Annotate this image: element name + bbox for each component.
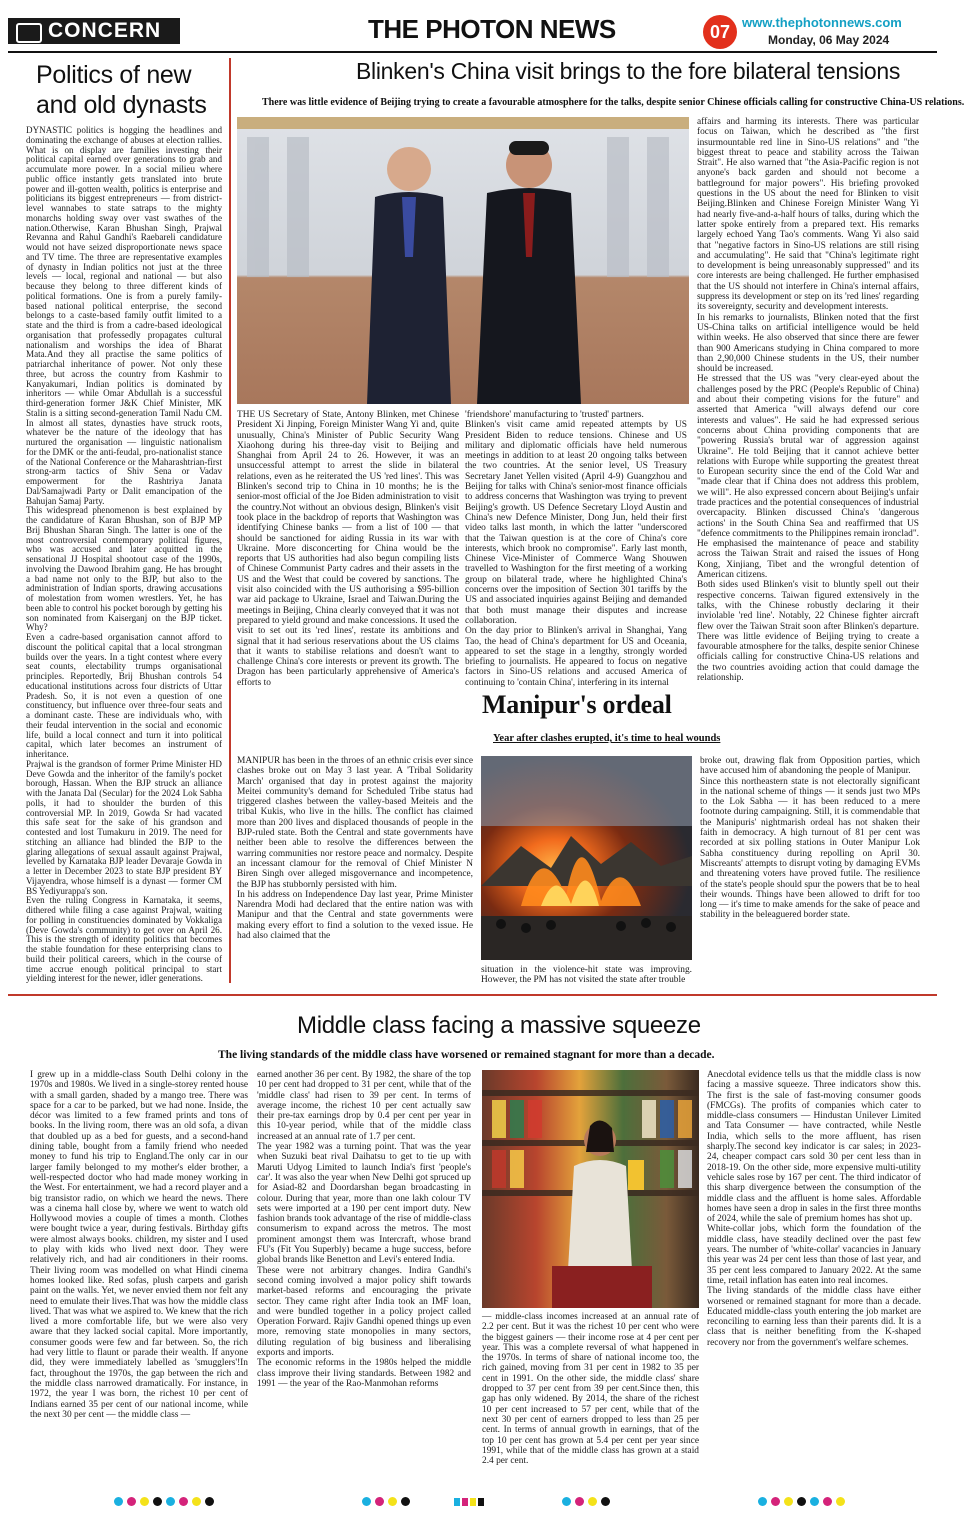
middle-class-paragraph: These were not arbitrary changes. Indira Gandhi's second coming involved a major policy shift towards market-based reforms and encouraging the private sector. They came right after India took an IMF loan, and were bundled together in a policy project called Operation Forward. Rajiv Gandhi opened things up even more, removing state monopolies in many sectors, diluting regulation of big business and liberalising exports and imports.: [257, 1265, 471, 1359]
blinken-paragraph: On the day prior to Blinken's arrival in Shanghai, Yang Tao, the head of China's department for US and Oceania, appeared to set the stage in a lengthy, strongly worded briefing to journalists. He appeared to focus on negative factors in Sino-US relations and accused America of continuing to 'contain China', interfering in its internal: [465, 626, 687, 688]
manipur-headline: Manipur's ordeal: [482, 690, 672, 719]
grocery-shopper-photo: [482, 1070, 699, 1308]
blinken-paragraph: 'friendshore' manufacturing to 'trusted' partners.: [465, 410, 644, 420]
blinken-deck: There was little evidence of Beijing trying to create a favourable atmosphere for the talks, despite senior Chinese officials calling for constructive China-US relations.: [262, 97, 964, 108]
person-right-icon: [477, 141, 581, 404]
manipur-paragraph: In his address on Independence Day last year, Prime Minister Narendra Modi had declared that the entire nation was with Manipur and that the Central and state governments were making every effort to find a solution to the vexed issue. He had also claimed that the: [237, 889, 473, 942]
middle-class-paragraph: The year 1982 was a turning point. That was the year when Suzuki beat rival Daihatsu to get to tie up with Maruti Udyog Limited to launch India's first 'people's car'. It was also the year when New Delhi got spruced up for Asiad-82 and Doordarshan began broadcasting in colour. During that year, more than one lakh colour TV sets were imported at a 190 per cent import duty. New fashion brands took advantage of the rise of middle-class consumerism to expand across the metros. The most prominent amongst them was Intercraft, whose brand FU's (Fit You Superbly) became a huge success, before global brands like Benetton and Levi's entered India.: [257, 1142, 471, 1266]
middle-class-paragraph: I grew up in a middle-class South Delhi colony in the 1970s and 1980s. We lived in a single-storey rented house with a small garden, shaded by a mango tree. There was space for a car to be parked, but we had none. Inside, the décor was limited to a few framed prints and tons of books. In the living room, there was an old sofa, a divan that doubled up as a bed for guests, and a second-hand dining table, bought from a family friend who needed money to fund his trip to England.The only car in our larger family belonged to my mother's elder brother, a well-respected doctor who had made money working in the West. For entertainment, we had a record player and a big transistor radio, on which we heard the news. There was a cinema hall close by, where we went to watch old Hollywood movies a couple of times a month. Clothes were bought twice a year, during festivals. Birthday gifts were almost always books. children, my sister and I used to play with kids who lived next door. They were relatively rich, and had air conditioners in their rooms. Their living room was modelled on what Hindi cinema homes looked like. Red sofas, plush carpets and garish paint on the walls. Yet, we never envied them nor felt any need to emulate their lives.That was how the middle class lived. That was what we aspired to. We knew that the rich lived a more comfortable life, but we were also very aware that they lacked social capital. More importantly, consumer goods were few and far between. So, the rich had very little to flaunt or parade their wealth. If anyone did, they were immediately labelled as 'smugglers'!In fact, throughout the 1970s, the gap between the rich and the middle class narrowed dramatically. For instance, in 1972, the year I was born, the richest 10 per cent of Indians earned 35 per cent of our national income, while the next 30 per cent — the middle class —: [30, 1070, 248, 1420]
middle-class-paragraph: The economic reforms in the 1980s helped the middle class improve their living standards. Between 1982 and 1991 — the year of the Rao-Manmohan reforms: [257, 1358, 471, 1389]
publication-date: Monday, 06 May 2024: [768, 33, 890, 47]
middle-class-paragraph: White-collar jobs, which form the foundation of the middle class, have steadily declined over the past few years. The number of 'white-collar' vacancies in January this year was 24 per cent less than those of last year, and 35 per cent less compared to January 2022. At the same time, retail inflation has eaten into real incomes.: [707, 1224, 921, 1286]
color-bar: [478, 1498, 484, 1506]
dynasts-paragraph: DYNASTIC politics is hogging the headlines and dominating the exchange of abuses at election rallies. What is on display are families investing their political capital earned over generations to grab and accumulate more power. In a social milieu where public office instantly gets translated into brute power and ill-gotten wealth, politics is enterprise and politicians its biggest entrepreneurs — from district-level wannabes to state satraps to the mighty monarchs holding sway over vast swathes of the nation.Otherwise, Karan Bhushan Singh, Prajwal Revanna and Rahul Gandhi's Raebareli candidature would not have seized disproportionate news space and TV time. The three are representative examples of dynasty in Indian politics not just at the three levels — local, regional and national — but also because they belong to three different kinds of political formations. One is from a purely family-based national political enterprise, the second belongs to a caste-based family outfit limited to a state and the third is from a cadre-based ideological organisation that professedly propagates cultural nationalism and worships the idea of Bharat Mata.And they all practise the same politics of patriarchal inheritance of power. Not only these three, but across the country from Kashmir to Kanyakumari, Indian politics is dominated by inheritors — while Omar Abdullah is a successful third-generation former J&K Chief Minister, MK Stalin is a sitting second-generation Tamil Nadu CM. In almost all states, dynasties have struck roots, whatever be the nature of the ideology that has nurtured the organisation — linguistic nationalism for the DMK or the anti-feudal, pro-nationalist stance of the National Conference or the Maharashtrian-first strong-arm tactics of Shiv Sena or Vadav empowerment for the Rashtriya Janata Dal/Samajwadi Party or Dalit emancipation of the Bahujan Samaj Party.: [26, 125, 222, 506]
registration-marks-center-right: [562, 1497, 610, 1507]
blinken-paragraph: He stressed that the US was "very clear-eyed about the challenges posed by the PRC (People's Republic of China) and about their competing visions for the future" and asserted that America "will always defend our core interests and values". He said he had expressed serious concerns about China providing components that are "powering Russia's brutal war of aggression against Ukraine". He told Beijing that it cannot achieve better relations with Europe while supporting the greatest threat to European security since the end of the Cold War and "made clear that if China does not address this problem, we will". He also expressed concern about Beijing's unfair trade practices and the potential consequences of industrial overcapacity. Blinken discussed China's 'dangerous actions' in the South China Sea and reaffirmed that US "defence commitments to the Philippines remain ironclad". He emphasised the maintenance of peace and stability across the Taiwan Strait and raised the issues of Hong Kong, Xinjiang, Tibet and the wrongful detention of American citizens.: [697, 374, 919, 581]
blinken-paragraph: THE US Secretary of State, Antony Blinken, met Chinese President Xi Jinping, Foreign Minister Wang Yi and, quite unusually, China's Minister of Public Security Wang Xiaohong during his three-day visit to Beijing and Shanghai from April 24 to 26. However, it was an unsuccessful attempt to arrest the slide in bilateral relations, even as he reiterated the US 'red lines'. This was Blinken's second trip to China in 10 months; he is the senior-most official of the Joe Biden administration to visit the country.Not without an obvious design, Blinken's visit took place in the backdrop of reports that Washington was identifying Chinese banks — from a list of 100 — that should be sanctioned for aiding Russia in its war with Ukraine. More disconcerting for China would be the reports that US authorities had also begun compiling lists of Chinese Communist Party cadres and their assets in the US and the West that could be covered by sanctions. The visit also coincided with the US authorising a $95-billion war aid package to Ukraine, Israel and Taiwan.During the meetings in Beijing, China clearly conveyed that it was not prepared to yield ground and make concessions. It used the visit to set out its 'red lines', restate its ambitions and signal that it had serious reservations about the US claims that it wants to stabilise relations and doesn't want to challenge China's core interests or prevent its growth. The Dragon has been particularly apprehensive of America's efforts to: [237, 410, 459, 688]
dynasts-paragraph: Prajwal is the grandson of former Prime Minister HD Deve Gowda and the inheritor of the family's pocket borough, Hassan. When the BJP struck an alliance with the Janata Dal (Secular) for the 2024 Lok Sabha polls, it had to shoulder the burden of this controversial MP. In 2019, Gowda Sr had vacated this safe seat for the sake of his grandson and contested and lost Tumakuru in 2019. The need for stitching an alliance had blinded the BJP to the glaring allegations of sexual assault against Prajwal, levelled by Karnataka BJP leader Devaraje Gowda in a letter in December 2023 to state BJP president BY Vijayendra, whose himself is a dynast — former CM BS Yediyurappa's son.: [26, 758, 222, 896]
paper-logo: THE PHOTON NEWS: [368, 14, 616, 44]
blinken-column-a: [237, 410, 459, 688]
manipur-column-c: [700, 756, 920, 984]
registration-marks-left: [114, 1497, 214, 1507]
blinken-column-b: [465, 410, 687, 688]
middle-class-column-a: [30, 1070, 248, 1480]
section-tag: [8, 18, 180, 44]
registration-marks-right: [758, 1497, 845, 1507]
middle-class-headline: Middle class facing a massive squeeze: [297, 1012, 701, 1039]
page-number-badge: 07: [703, 15, 737, 49]
dynasts-paragraph: This widespread phenomenon is best explained by the candidature of Karan Bhushan, son of BJP MP Brij Bhushan Sharan Singh. The latter is one of the most controversial contemporary political figures, who was accused and later acquitted in the sensational JJ Hospital shootout case of the 1990s, involving the Dawood Ibrahim gang. He has brought a bad name not only to the BJP, but also to the administration of Indian sports, drawing accusations of molestation from women wrestlers. Yet, he has been able to control his pocket borough by getting his son nominated from Kaiserganj on the BJP ticket. Why?: [26, 505, 222, 633]
blinken-paragraph: Both sides used Blinken's visit to bluntly spell out their respective concerns. Taiwan figured extensively in the talks, with the Chinese robustly declaring it their inviolable 'red line'. Notably, 22 Chinese fighter aircraft flew over the Taiwan Strait soon after Blinken's departure. There was little evidence of Beijing trying to create a favourable atmosphere for the talks, despite senior Chinese officials calling for constructive China-US relations and the two countries avoiding action that could damage the relationship.: [697, 580, 919, 684]
blinken-column-c: [697, 117, 919, 682]
dynasts-body: [26, 126, 222, 984]
manipur-deck: Year after clashes erupted, it's time to heal wounds: [493, 733, 721, 744]
dynasts-paragraph: Even the ruling Congress in Karnataka, it seems, dithered while filing a case against Prajwal, waiting for polling in constituencies dominated by Vokkaliga (Deve Gowda's community) to get over on April 26. This is the strength of identity politics that becomes the stable foundation for these enterprising clans to build their political careers, which in the course of time accrue enough political principal to start yielding interest for the newer, idler generations.: [26, 895, 222, 984]
blinken-paragraph: Blinken's visit came amid repeated attempts by US President Biden to reduce tensions. Chinese and US military and diplomatic officials have held numerous meetings in addition to at least 20 ongoing talks between the two countries. At the senior level, US Treasury Secretary Janet Yellen visited (April 4-9) Guangzhou and Beijing for talks with China's senior-most finance officials to address concerns that Washington was trying to prevent Beijing's growth. US Defence Secretary Lloyd Austin and China's new Defence Minister, Dong Jun, held their first video talks last month, in which the latter "underscored that the Taiwan question is at the core of China's core interests, which brook no compromise". Early last month, Chinese Vice-Minister of Commerce Wang Shouwen travelled to Washington for the first meeting of a working group on bilateral trade, where he highlighted China's concerns over the imposition of Section 301 tariffs by the US and associated inquiries against Beijing and demanded that both must manage their disputes and increase collaboration.: [465, 420, 687, 626]
person-left-icon: [367, 147, 451, 404]
manipur-column-a: [237, 756, 473, 976]
manipur-column-b: situation in the violence-hit state was improving. However, the PM has not visited the state after trouble: [481, 965, 692, 986]
color-bar: [470, 1498, 476, 1506]
middle-class-paragraph: Anecdotal evidence tells us that the middle class is now facing a massive squeeze. Three indicators show this. The first is the sale of fast-moving consumer goods (FMCGs). The profits of companies which cater to middle-class consumers — Hindustan Unilever Limited and Tata Consumer — have contracted, while Nestle India, which sells to the more affluent, has risen sharply.The second key indicator is car sales; in 2023-24, cheaper compact cars sold 30 per cent less than in 2018-19. On the other side, more expensive multi-utility vehicle sales rose by 167 per cent. The third indicator of this sharp divergence between the consumption of the middle class and the affluent is home sales. Affordable homes have seen a drop in sales in the first three months of 2024, while the sale of premium homes has shot up.: [707, 1070, 921, 1225]
color-bar: [454, 1498, 460, 1506]
meeting-illustration: [237, 117, 689, 404]
dynasts-headline-line1: Politics of new: [36, 61, 192, 89]
fire-illustration: [481, 756, 692, 960]
blinken-xi-photo: [237, 117, 689, 404]
registration-marks-center: [362, 1497, 410, 1507]
middle-class-column-b: [257, 1070, 471, 1480]
shop-illustration: [482, 1070, 699, 1308]
middle-class-column-mid: — middle-class incomes increased at an annual rate of 2.2 per cent. But it was the richest 10 per cent who were the biggest gainers — their income rose at 4 per cent per year. This was a complete reversal of what happened in the 1970s. In terms of share of national income too, the rich gained, moving from 31 per cent in 1982 to 35 per cent in 1991. On the other side, the middle class' share dropped to 37 per cent from 39 per cent.Since then, this gap has only widened. By 2014, the share of the richest 10 per cent increased to 57 per cent, while that of the next 30 per cent of earners dropped to less than 25 per cent. In terms of annual growth in earnings, that of the top 10 per cent has grown at 5.4 per cent per year since 1991, while that of the middle class has grown at a staid 2.4 per cent.: [482, 1312, 699, 1467]
color-bar: [462, 1498, 468, 1506]
website-link[interactable]: www.thephotonnews.com: [742, 15, 902, 30]
blinken-paragraph: affairs and harming its interests. There was particular focus on Taiwan, which he described as "the first insurmountable red line in Sino-US relations" and "the biggest threat to peace and stability across the Taiwan Strait". He also warned that "the Asia-Pacific region is not anyone's back garden and should not become a battleground for major powers". His briefing provoked questions in the US about the need for Blinken to visit Beijing.Blinken and Chinese Foreign Minister Wang Yi had nearly five-and-a-half hours of talks, during which the latter spoke entirely from a prepared text. His remarks largely echoed Yang Tao's comments. Wang Yi also said that "negative factors in Sino-US relations are still rising and accumulating". He said that "China's legitimate right to development is being unreasonably suppressed" and its core interests are being challenged. He further emphasised that the US should not interfere in China's internal affairs, suppress its development or step on its 'red lines' regarding its sovereignty, security and development interests.: [697, 117, 919, 313]
middle-class-deck: The living standards of the middle class have worsened or remained stagnant for more than a decade.: [218, 1049, 715, 1061]
middle-class-column-c: [707, 1070, 921, 1480]
section-label: CONCERN: [48, 19, 162, 42]
blinken-headline: Blinken's China visit brings to the fore bilateral tensions: [356, 58, 901, 84]
manipur-fire-photo: [481, 756, 692, 960]
manipur-paragraph: broke out, drawing flak from Opposition parties, which have accused him of abandoning the people of Manipur.: [700, 756, 920, 777]
middle-class-paragraph: earned another 36 per cent. By 1982, the share of the top 10 per cent had dropped to 31 per cent, while that of the 'middle class' had risen to 39 per cent. In terms of average income, the richest 10 per cent actually saw their pre-tax earnings drop by 0.4 per cent per year in this 10-year period, while that of the middle class increased at an annual rate of 1.7 per cent.: [257, 1070, 471, 1142]
blinken-paragraph: In his remarks to journalists, Blinken noted that the first US-China talks on artificial intelligence would be held within weeks. He also observed that since there are fewer than 900 Americans studying in China compared to more than 2,90,000 Chinese students in the US, their number should be increased.: [697, 312, 919, 375]
manipur-paragraph: MANIPUR has been in the throes of an ethnic crisis ever since clashes broke out on May 3 last year. A 'Tribal Solidarity March' organised that day in protest against the majority Meitei community's demand for Scheduled Tribe status had triggered clashes between the valley-based Meiteis and the tribal Kukis, who live in the hills. The conflict has claimed more than 200 lives and displaced thousands of people in the BJP-ruled state. Both the Central and state governments have neither been able to resolve the differences between the warring communities nor restore peace and normalcy. Despite an incessant clamour for the removal of Chief Minister N Biren Singh over alleged misgovernance and incompetence, the BJP has stubbornly persisted with him.: [237, 756, 473, 890]
middle-class-paragraph: The living standards of the middle class have either worsened or remained stagnant for more than a decade. Educated middle-class youth entering the job market are reconciling to earning less than their parents did. It is a class that is neither benefiting from the K-shaped recovery nor from the government's welfare schemes.: [707, 1286, 921, 1348]
section-divider: [8, 994, 937, 996]
manipur-paragraph: Since this northeastern state is not electorally significant in the national scheme of things — it sends just two MPs to the Lok Sabha — it has been reduced to a mere footnote during campaigning. Still, it is commendable that the Manipuris' nightmarish ordeal has not shaken their faith in democracy. A high turnout of 81 per cent was recorded at six polling stations in Outer Manipur Lok Sabha constituency during repolling on April 30. Miscreants' attempts to disrupt voting by damaging EVMs and threatening voters have proved futile. The resilience of the state's people should spur the powers that be to heal their wounds. Things have been allowed to drift for too long — it's time to make amends for the sake of peace and stability in the beleaguered border state.: [700, 776, 920, 921]
dynasts-headline-line2: and old dynasts: [36, 91, 207, 119]
column-divider: [229, 58, 231, 983]
dynasts-paragraph: Even a cadre-based organisation cannot afford to discount the political capital that a local strongman builds over the years. In a tight contest where every seat counts, electability trumps organisational principles. Reportedly, Brij Bhushan controls 54 educational institutions across four districts of Uttar Pradesh. So, it is not even a question of one constituency, but influence over three-four seats and a dominant caste. These are individuals who, with their feudal intervention in the social and economic life, build a local connect and turn it into political capital, which later becomes an instrument of inheritance.: [26, 632, 222, 759]
masthead-rule: [8, 51, 937, 53]
